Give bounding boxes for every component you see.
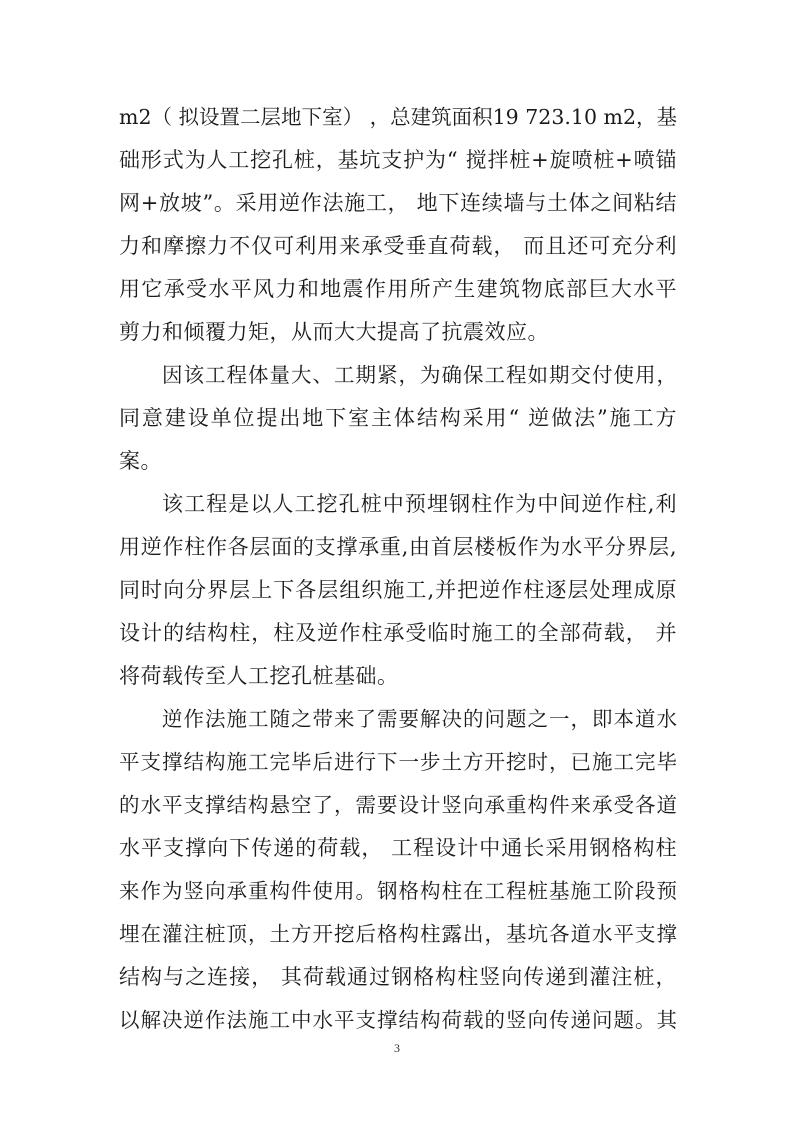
text-line: m2（ 拟设置二层地下室） ，总建筑面积19 723.10 m2，基 — [119, 105, 677, 129]
text-line: 设计的结构柱，柱及逆作柱承受临时施工的全部荷载， 并 — [119, 621, 677, 645]
text-line: 力和摩擦力不仅可利用来承受垂直荷载， 而且还可充分利 — [119, 234, 677, 258]
text-line: 用它承受水平风力和地震作用所产生建筑物底部巨大水平 — [119, 277, 677, 301]
text-line: 结构与之连接， 其荷载通过钢格构柱竖向传递到灌注桩， — [119, 965, 677, 989]
text-line: 网+放坡”。采用逆作法施工， 地下连续墙与土体之间粘结 — [119, 191, 677, 215]
text-line: 逆作法施工随之带来了需要解决的问题之一，即本道水 — [162, 707, 677, 731]
text-line: 用逆作柱作各层面的支撑承重,由首层楼板作为水平分界层, — [119, 535, 677, 559]
text-line: 以解决逆作法施工中水平支撑结构荷载的竖向传递问题。其 — [119, 1008, 677, 1032]
text-line: 平支撑结构施工完毕后进行下一步土方开挖时，已施工完毕 — [119, 750, 677, 774]
text-line: 础形式为人工挖孔桩，基坑支护为“ 搅拌桩+旋喷桩+喷锚 — [119, 148, 677, 172]
text-line: 同时向分界层上下各层组织施工,并把逆作柱逐层处理成原 — [119, 578, 677, 602]
text-line: 同意建设单位提出地下室主体结构采用“ 逆做法”施工方 — [119, 406, 677, 430]
text-line: 该工程是以人工挖孔桩中预埋钢柱作为中间逆作柱,利 — [162, 492, 677, 516]
text-line: 埋在灌注桩顶，土方开挖后格构柱露出，基坑各道水平支撑 — [119, 922, 677, 946]
text-line: 水平支撑向下传递的荷载， 工程设计中通长采用钢格构柱 — [119, 836, 677, 860]
text-line: 剪力和倾覆力矩，从而大大提高了抗震效应。 — [119, 320, 549, 344]
text-line: 因该工程体量大、工期紧，为确保工程如期交付使用， — [162, 363, 677, 387]
text-line: 案。 — [119, 449, 162, 473]
text-line: 的水平支撑结构悬空了，需要设计竖向承重构件来承受各道 — [119, 793, 677, 817]
page-number: 3 — [394, 1041, 400, 1055]
text-line: 来作为竖向承重构件使用。钢格构柱在工程桩基施工阶段预 — [119, 879, 677, 903]
text-line: 将荷载传至人工挖孔桩基础。 — [119, 664, 399, 688]
